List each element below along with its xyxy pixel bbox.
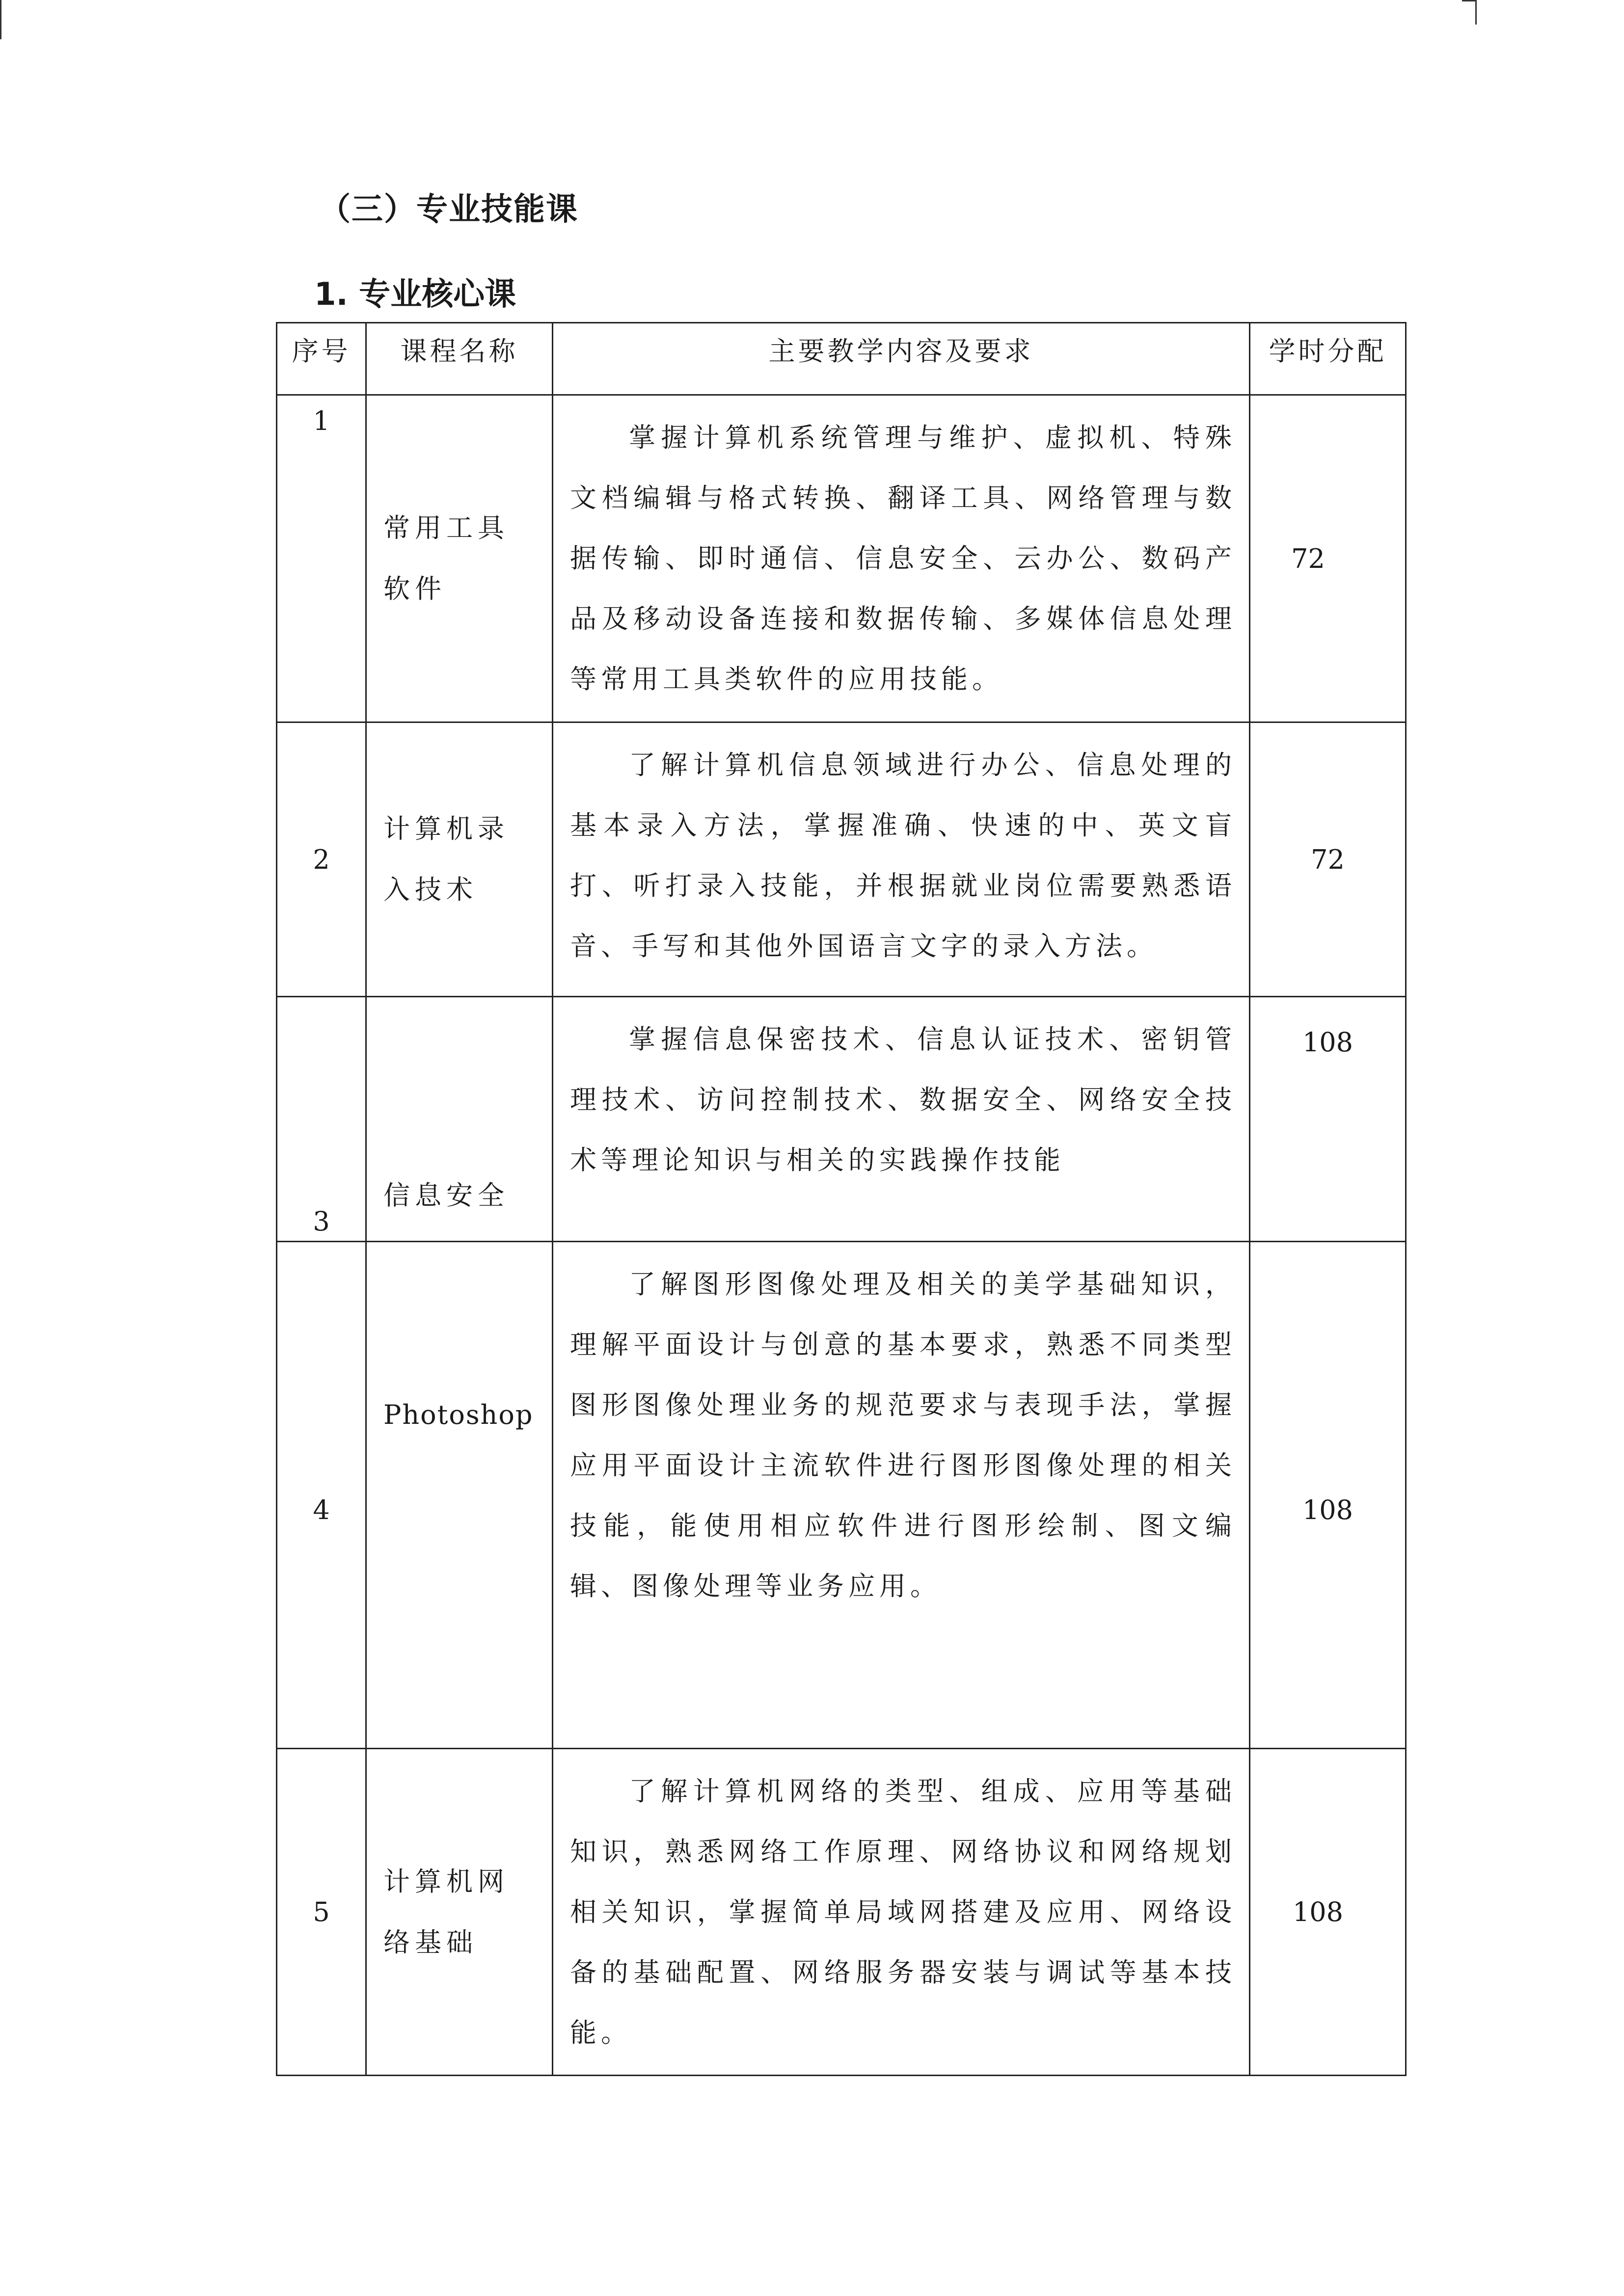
section-heading: （三）专业技能课 [319,191,578,228]
course-hours [1250,722,1406,997]
course-hours-value: 108 [1302,1494,1353,1525]
table-row [277,1749,1406,2076]
course-hours [1250,997,1406,1242]
header-hours: 学时分配 [1250,323,1406,395]
subsection-heading: 1. 专业核心课 [314,276,516,313]
course-name: Photoshop [366,1242,553,1749]
table-row [277,395,1406,722]
course-hours-value: 72 [1311,844,1345,875]
course-content: 了解计算机网络的类型、组成、应用等基础知识，熟悉网络工作原理、网络协议和网络规划相关知识，掌握简单局域网搭建及应用、网络设备的基础配置、网络服务器安装与调试等基本技能。 [553,1749,1250,2076]
course-content: 了解图形图像处理及相关的美学基础知识，理解平面设计与创意的基本要求，熟悉不同类型图形图像处理业务的规范要求与表现手法，掌握应用平面设计主流软件进行图形图像处理的相关技能，能使用相应软件进行图形绘制、图文编辑、图像处理等业务应用。 [553,1242,1250,1749]
row-number: 2 [277,722,366,997]
course-name: 计算机录入技术 [366,722,553,997]
course-content: 掌握计算机系统管理与维护、虚拟机、特殊文档编辑与格式转换、翻译工具、网络管理与数据传输、即时通信、信息安全、云办公、数码产品及移动设备连接和数据传输、多媒体信息处理等常用工具类软件的应用技能。 [553,395,1250,722]
table-header-row [277,323,1406,395]
course-name: 计算机网络基础 [366,1749,553,2076]
course-hours [1250,1749,1406,2076]
crop-mark-left-vertical [0,0,1,39]
row-number: 3 [277,997,366,1242]
course-hours-value: 72 [1291,543,1325,574]
header-course-name: 课程名称 [366,323,553,395]
course-hours [1250,1242,1406,1749]
row-number: 4 [277,1242,366,1749]
header-content: 主要教学内容及要求 [553,323,1250,395]
course-hours-value: 108 [1292,1896,1344,1927]
course-table [276,322,1407,2076]
header-no: 序号 [277,323,366,395]
course-content: 掌握信息保密技术、信息认证技术、密钥管理技术、访问控制技术、数据安全、网络安全技术等理论知识与相关的实践操作技能 [553,997,1250,1242]
course-name: 信息安全 [366,997,553,1242]
course-content: 了解计算机信息领域进行办公、信息处理的基本录入方法，掌握准确、快速的中、英文盲打、听打录入技能，并根据就业岗位需要熟悉语音、手写和其他外国语言文字的录入方法。 [553,722,1250,997]
course-hours [1250,395,1406,722]
table-row [277,997,1406,1242]
row-number: 1 [277,395,366,722]
row-number: 5 [277,1749,366,2076]
crop-mark-right-vertical [1475,0,1477,25]
table-row [277,1242,1406,1749]
table-row [277,722,1406,997]
course-hours-value: 108 [1302,1027,1353,1058]
crop-mark-right-horizontal [1462,0,1477,1]
course-name: 常用工具软件 [366,395,553,722]
